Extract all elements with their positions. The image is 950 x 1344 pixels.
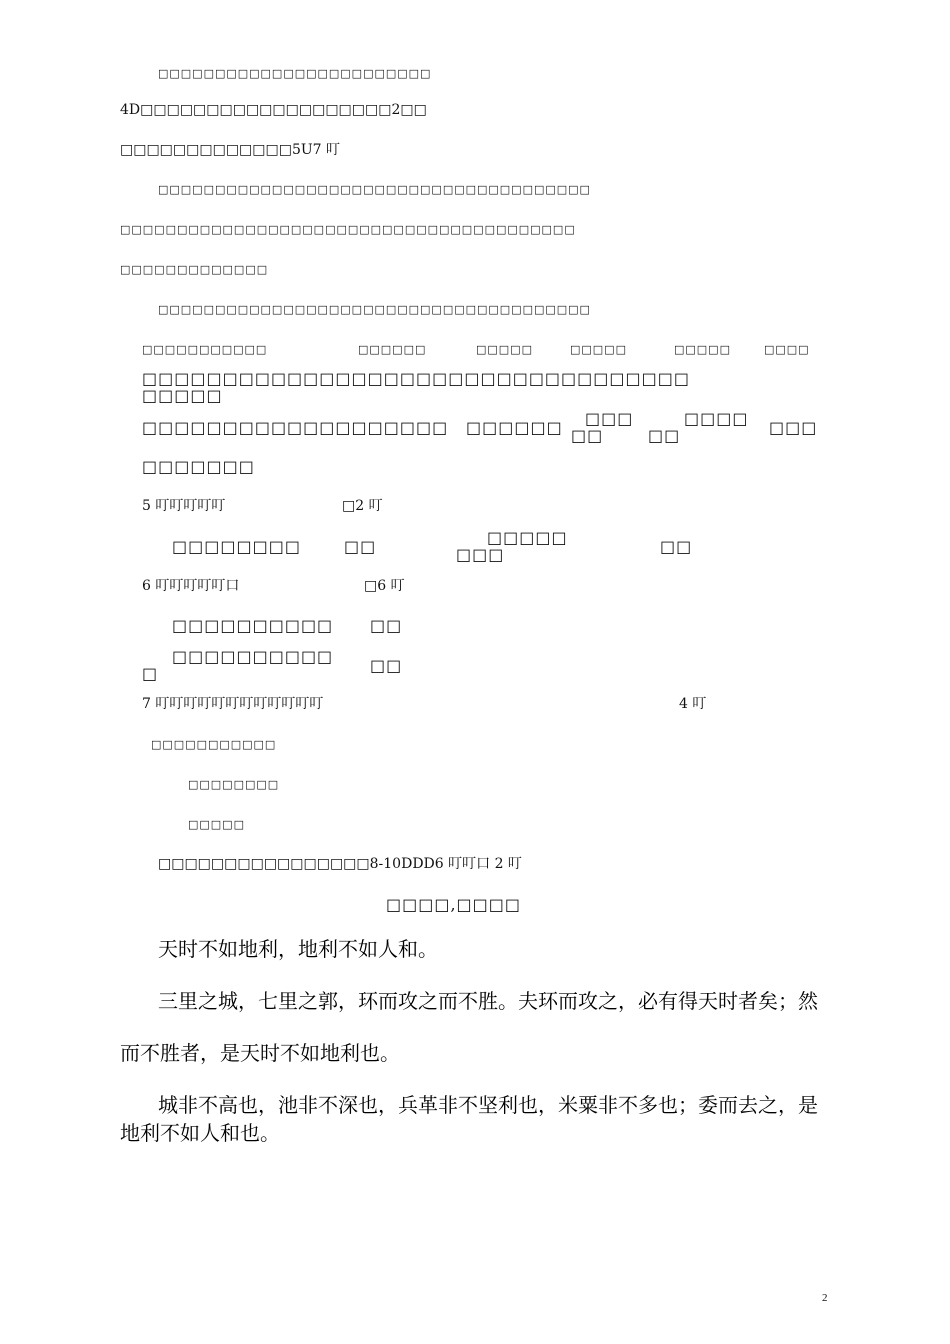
section-6-title: 6 叮叮叮叮叮口 (142, 578, 240, 594)
table-row-1b: □□□□□ (142, 386, 223, 405)
text-line-6: □□□□□□□□□□□□□ (120, 263, 269, 276)
section-5-item-c1: □□□□□ (487, 528, 568, 547)
table-header-5: □□□□□ (674, 343, 731, 356)
table-header-4: □□□□□ (570, 343, 627, 356)
section-6-item-2a: □□□□□□□□□□ (172, 647, 334, 666)
section-7-value: 4 叮 (679, 696, 707, 712)
section-6-value: □6 叮 (364, 578, 405, 594)
section-6-item-1b: □□ (370, 616, 403, 635)
passage-paragraph-3-line-2: 地利不如人和也。 (120, 1121, 280, 1145)
text-line-4: □□□□□□□□□□□□□□□□□□□□□□□□□□□□□□□□□□□□□□ (158, 183, 591, 196)
table-row-2-cell-2: □□□□□□ (466, 418, 563, 437)
section-7-sub-3: □□□□□ (188, 818, 245, 831)
passage-paragraph-1: 天时不如地利，地利不如人和。 (158, 937, 438, 961)
table-row-3: □□□□□□□ (142, 457, 255, 476)
text-line-7: □□□□□□□□□□□□□□□□□□□□□□□□□□□□□□□□□□□□□□ (158, 303, 591, 316)
text-line-2: 4D□□□□□□□□□□□□□□□□□□□2□□ (120, 102, 427, 118)
table-row-1a: □□□□□□□□□□□□□□□□□□□□□□□□□□□□□□□□□□ (142, 369, 690, 388)
section-5-item-a: □□□□□□□□ (172, 537, 301, 556)
section-5-title: 5 叮叮叮叮叮 (142, 498, 226, 514)
table-row-2-cell-4a: □□□□ (684, 409, 749, 428)
passage-paragraph-2-line-1: 三里之城，七里之郭，环而攻之而不胜。夫环而攻之，必有得天时者矣；然 (158, 989, 818, 1013)
section-6-item-2a-wrap: □ (142, 664, 159, 683)
table-row-2-cell-5: □□□ (769, 418, 818, 437)
passage-paragraph-3-line-1: 城非不高也，池非不深也，兵革非不坚利也，米粟非不多也；委而去之，是 (158, 1093, 818, 1117)
section-6-item-1a: □□□□□□□□□□ (172, 616, 334, 635)
section-8-line: □□□□□□□□□□□□□□□□8-10DDD6 叮叮口 2 叮 (158, 856, 522, 872)
table-header-1: □□□□□□□□□□□ (142, 343, 268, 356)
passage-title: □□□□,□□□□ (386, 895, 522, 914)
passage-paragraph-2-line-2: 而不胜者，是天时不如地利也。 (120, 1041, 400, 1065)
table-header-3: □□□□□ (476, 343, 533, 356)
page-number: 2 (822, 1292, 828, 1304)
section-7-sub-1: □□□□□□□□□□□ (151, 738, 277, 751)
table-header-2: □□□□□□ (358, 343, 427, 356)
table-row-2-cell-1: □□□□□□□□□□□□□□□□□□□ (142, 418, 449, 437)
section-7-title: 7 叮叮叮叮叮叮叮叮叮叮叮叮 (142, 696, 324, 712)
table-row-2-cell-3a: □□□ (585, 409, 634, 428)
section-5-value: □2 叮 (342, 498, 383, 514)
text-line-5: □□□□□□□□□□□□□□□□□□□□□□□□□□□□□□□□□□□□□□□□ (120, 223, 576, 236)
section-5-item-c2: □□□ (456, 545, 505, 564)
section-7-sub-2: □□□□□□□□ (188, 778, 280, 791)
section-5-item-b: □□ (344, 537, 377, 556)
section-6-item-2b: □□ (370, 656, 403, 675)
table-row-2-cell-3b: □□ (571, 426, 604, 445)
text-line-1: □□□□□□□□□□□□□□□□□□□□□□□□ (158, 67, 432, 80)
section-5-item-d: □□ (660, 537, 693, 556)
text-line-3: □□□□□□□□□□□□□5U7 叮 (120, 142, 341, 158)
table-row-2-cell-4b: □□ (648, 426, 681, 445)
table-header-6: □□□□ (764, 343, 810, 356)
